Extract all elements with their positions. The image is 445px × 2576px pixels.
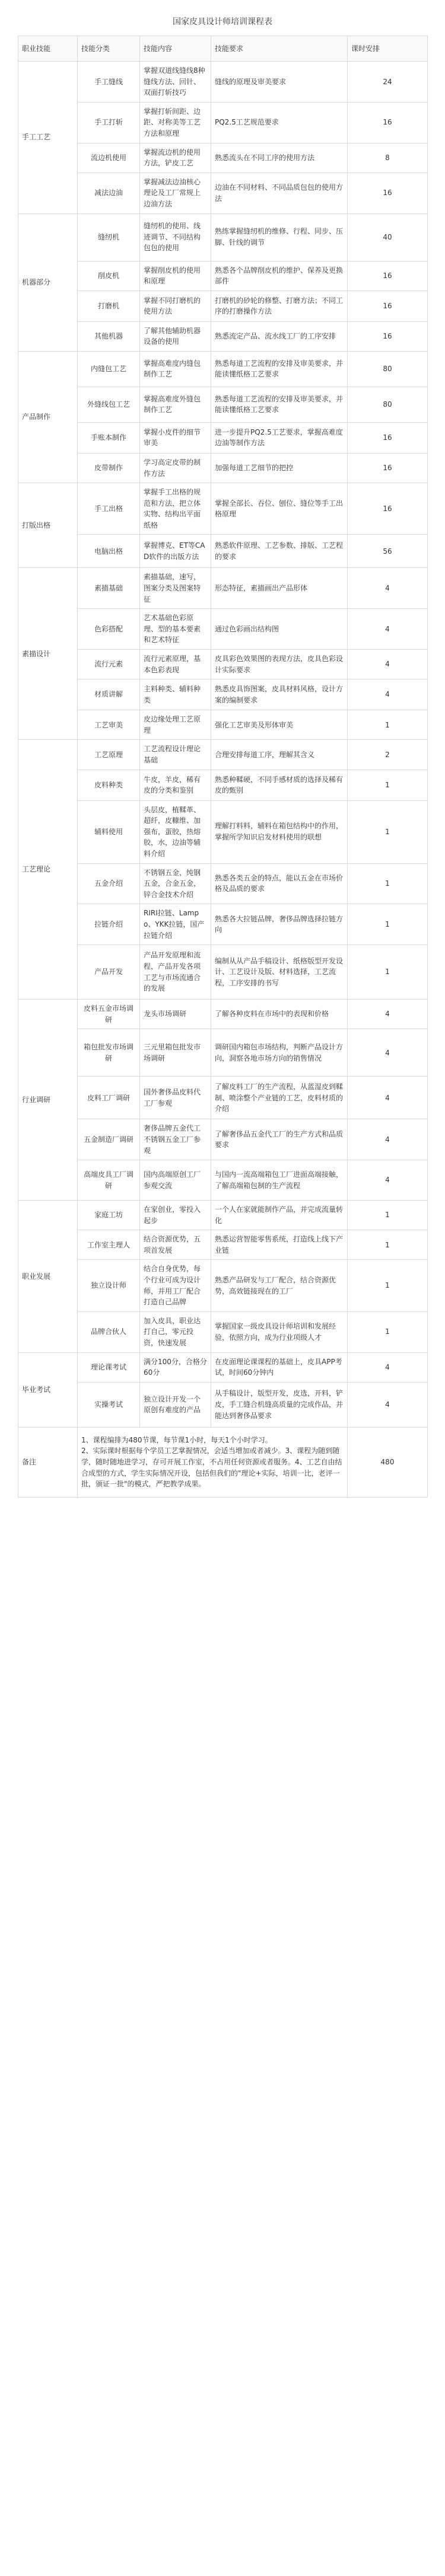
hours-cell: 1 <box>348 1260 428 1311</box>
hours-cell: 1 <box>348 904 428 945</box>
header-content: 技能内容 <box>140 36 211 62</box>
content-cell: 结合资源优势，五项首发展 <box>140 1230 211 1260</box>
hours-cell: 16 <box>348 291 428 321</box>
requirement-cell: 了解各种皮料在市场中的表现和价格 <box>211 1000 348 1029</box>
hours-cell: 2 <box>348 740 428 770</box>
module-cell: 削皮机 <box>78 261 140 291</box>
module-cell: 工作室主理人 <box>78 1230 140 1260</box>
module-cell: 打磨机 <box>78 291 140 321</box>
content-cell: 加入皮具，职业达打自己，零元投资，快速发展 <box>140 1311 211 1352</box>
table-row <box>18 904 428 945</box>
content-cell: 掌握小皮件的细节审美 <box>140 422 211 453</box>
table-row <box>18 945 428 1000</box>
hours-cell: 16 <box>348 483 428 535</box>
content-cell: 学习高定皮带的制作方法 <box>140 453 211 483</box>
table-row <box>18 770 428 800</box>
hours-cell: 4 <box>348 1029 428 1077</box>
content-cell: 了解其他辅助机器设备的使用 <box>140 321 211 351</box>
table-row <box>18 387 428 422</box>
table-row <box>18 1077 428 1119</box>
hours-cell: 24 <box>348 62 428 103</box>
content-cell: 艺术基础色彩原理、型的基本要素和艺术特征 <box>140 609 211 650</box>
hours-cell: 8 <box>348 143 428 173</box>
table-row <box>18 321 428 351</box>
table-row <box>18 422 428 453</box>
category-cell: 打版出格 <box>18 483 78 568</box>
requirement-cell: 从手稿设计，版型开发，皮选，开料，铲皮，手工缝合机缝高质量的完成作品，并能达到奢侈品要求 <box>211 1382 348 1427</box>
hours-cell: 1 <box>348 770 428 800</box>
module-cell: 箱包批发市场调研 <box>78 1029 140 1077</box>
module-cell: 辅料使用 <box>78 800 140 863</box>
requirement-cell: 掌握全部长、吞位、刨位、缝位等手工出格原理 <box>211 483 348 535</box>
category-cell: 素描设计 <box>18 568 78 740</box>
category-cell: 职业发展 <box>18 1201 78 1353</box>
module-cell: 流边机使用 <box>78 143 140 173</box>
table-row <box>18 1029 428 1077</box>
content-cell: 掌握减法边油核心理论及工厂常规上边油方法 <box>140 173 211 213</box>
module-cell: 内缝包工艺 <box>78 351 140 387</box>
hours-cell: 4 <box>348 679 428 710</box>
content-cell: 掌握高难度内缝包制作工艺 <box>140 351 211 387</box>
requirement-cell: 通过色彩画出结构图 <box>211 609 348 650</box>
content-cell: 结合自身优势，每个行业可成为设计师，并用工厂配合打造自己品牌 <box>140 1260 211 1311</box>
content-cell: 掌握高难度外缝包制作工艺 <box>140 387 211 422</box>
content-cell: 国外奢侈品皮料代工厂参观 <box>140 1077 211 1119</box>
module-cell: 手工打斩 <box>78 102 140 143</box>
module-cell: 色彩搭配 <box>78 609 140 650</box>
module-cell: 品牌合伙人 <box>78 1311 140 1352</box>
category-cell: 备注 <box>18 1427 78 1497</box>
module-cell: 减法边油 <box>78 173 140 213</box>
header-module: 技能分类 <box>78 36 140 62</box>
hours-cell: 4 <box>348 1160 428 1201</box>
content-cell: 掌握博克、ET等CAD软件的出版方法 <box>140 535 211 568</box>
table-row <box>18 710 428 740</box>
hours-cell: 40 <box>348 213 428 261</box>
module-cell: 皮料种类 <box>78 770 140 800</box>
hours-cell: 4 <box>348 1352 428 1382</box>
table-row <box>18 650 428 679</box>
hours-cell: 4 <box>348 1000 428 1029</box>
module-cell: 皮料五金市场调研 <box>78 1000 140 1029</box>
content-cell: 三元里箱包批发市场调研 <box>140 1029 211 1077</box>
table-row <box>18 143 428 173</box>
content-cell: 产品开发原理和流程，产品开发各项工艺与市场流通合的发展 <box>140 945 211 1000</box>
module-cell: 高端皮具工厂调研 <box>78 1160 140 1201</box>
content-cell: 不锈钢五金，纯钢五金，合金五金，锌合金技术介绍 <box>140 863 211 904</box>
hours-cell: 16 <box>348 102 428 143</box>
requirement-cell: 熟悉各类五金的特点，能以五金在市场价格及品质的要求 <box>211 863 348 904</box>
table-row <box>18 1201 428 1230</box>
table-row <box>18 1311 428 1352</box>
table-row <box>18 173 428 213</box>
content-cell: 在家创业，零投入起步 <box>140 1201 211 1230</box>
module-cell: 手工出格 <box>78 483 140 535</box>
hours-cell: 1 <box>348 1230 428 1260</box>
requirement-cell: 形态特征，素描画出产品形体 <box>211 568 348 609</box>
module-cell: 电脑出格 <box>78 535 140 568</box>
requirement-cell: 一个人在家就能制作产品，并完成流量转化 <box>211 1201 348 1230</box>
requirement-cell: 加强每道工艺细节的把控 <box>211 453 348 483</box>
module-cell: 工艺原理 <box>78 740 140 770</box>
table-row <box>18 568 428 609</box>
course-table <box>18 36 428 1498</box>
hours-cell: 16 <box>348 173 428 213</box>
table-row <box>18 800 428 863</box>
hours-cell: 1 <box>348 863 428 904</box>
module-cell: 五金介绍 <box>78 863 140 904</box>
table-row <box>18 453 428 483</box>
requirement-cell: 编制从从产品手稿设计、纸格版型开发设计、工艺设计及版、材料选择，工艺流程，工序安排的书写 <box>211 945 348 1000</box>
module-cell: 实操考试 <box>78 1382 140 1427</box>
module-cell: 五金制造厂调研 <box>78 1119 140 1160</box>
requirement-cell: 掌握国家一级皮具设计师培训和发展经验，依照方向，成为行业项级人才 <box>211 1311 348 1352</box>
requirement-cell: 熟悉各个品牌削皮机的维护、保养及更换部件 <box>211 261 348 291</box>
hours-cell: 4 <box>348 1077 428 1119</box>
content-cell: 掌握流边机的使用方法，铲皮工艺 <box>140 143 211 173</box>
module-cell: 皮料工厂调研 <box>78 1077 140 1119</box>
table-row <box>18 213 428 261</box>
hours-cell: 4 <box>348 609 428 650</box>
content-cell: 龙头市场调研 <box>140 1000 211 1029</box>
category-cell: 行业调研 <box>18 1000 78 1201</box>
module-cell: 手工缝线 <box>78 62 140 103</box>
module-cell: 产品开发 <box>78 945 140 1000</box>
module-cell: 其他机器 <box>78 321 140 351</box>
table-row <box>18 1119 428 1160</box>
module-cell: 拉链介绍 <box>78 904 140 945</box>
requirement-cell: 熟悉每道工艺流程的安排及审美要求，并能读懂纸格工艺要求 <box>211 387 348 422</box>
hours-cell: 56 <box>348 535 428 568</box>
table-row <box>18 291 428 321</box>
module-cell: 材质讲解 <box>78 679 140 710</box>
module-cell: 缝纫机 <box>78 213 140 261</box>
content-cell: 素描基础，速写，图案分类及图案特征 <box>140 568 211 609</box>
requirement-cell: 边油在不同材料、不同品质包包的使用方法 <box>211 173 348 213</box>
table-row <box>18 863 428 904</box>
table-header-row <box>18 36 428 62</box>
requirement-cell: 与国内一流高端箱包工厂进面高端接触，了解高端箱包制的生产流程 <box>211 1160 348 1201</box>
module-cell: 手账本制作 <box>78 422 140 453</box>
content-cell: 满分100分，合格分60分 <box>140 1352 211 1382</box>
table-row <box>18 740 428 770</box>
hours-cell: 480 <box>348 1427 428 1497</box>
hours-cell: 4 <box>348 568 428 609</box>
header-category: 职业技能 <box>18 36 78 62</box>
requirement-cell: 强化工艺审美及形体审美 <box>211 710 348 740</box>
module-cell: 素描基础 <box>78 568 140 609</box>
category-cell: 工艺理论 <box>18 740 78 1000</box>
requirement-cell: 熟悉产品研发与工厂配合，结合资源优势，高效链接现在的工厂 <box>211 1260 348 1311</box>
table-row <box>18 1000 428 1029</box>
content-cell: 皮边缘处理工艺原理 <box>140 710 211 740</box>
module-cell: 工艺审美 <box>78 710 140 740</box>
content-cell: 头层皮，植鞣革、超纤，皮糠维、加强布，蛋胶，热熔胶，水，边油等辅料介绍 <box>140 800 211 863</box>
requirement-cell: 调研国内箱包市场结构，判断产品设计方向，洞察各地市场方向的销售情况 <box>211 1029 348 1077</box>
table-row <box>18 351 428 387</box>
table-row <box>18 679 428 710</box>
hours-cell: 16 <box>348 321 428 351</box>
hours-cell: 4 <box>348 650 428 679</box>
table-row <box>18 535 428 568</box>
hours-cell: 16 <box>348 422 428 453</box>
module-cell: 流行元素 <box>78 650 140 679</box>
page-title: 国家皮具设计师培训课程表 <box>173 17 272 27</box>
hours-cell: 16 <box>348 453 428 483</box>
content-cell: 工艺流程设计理论基础 <box>140 740 211 770</box>
notes-cell: 1、课程编排为480节课，每节课1小时，每天1个小时学习。 2、实际课时根据每个学员工艺掌握情况，会适当增加或者减少。3、课程为随到随学，随时随地进学习，存可开展工作室，不占用任何资源或者服务。4、工艺自由结合成型的方式，学生实际情况开设，包括但我们的"理论+实际，培训一比，老评一批，颁证一批"的模式，严把教学成果。 <box>78 1427 348 1497</box>
table-row <box>18 62 428 103</box>
table-row <box>18 609 428 650</box>
requirement-cell: 打磨机的砂轮的修整、打磨方法；不同工序的打磨操作方法 <box>211 291 348 321</box>
requirement-cell: 了解皮料工厂的生产流程，从蓝湿皮到鞣制、喷涂整个产业链的工艺，皮料材质的介绍 <box>211 1077 348 1119</box>
content-cell: 掌握打斩间距、边距、对称美等工艺方法和原理 <box>140 102 211 143</box>
module-cell: 皮带制作 <box>78 453 140 483</box>
requirement-cell: 熟悉皮具饰图案，皮具材料风格，设计方案的编制要求 <box>211 679 348 710</box>
table-row <box>18 1260 428 1311</box>
category-cell: 毕业考试 <box>18 1352 78 1427</box>
requirement-cell: 熟悉流定产品、流水线工厂的工序安排 <box>211 321 348 351</box>
module-cell: 理论课考试 <box>78 1352 140 1382</box>
category-cell: 产品制作 <box>18 351 78 483</box>
module-cell: 家庭工坊 <box>78 1201 140 1230</box>
table-row <box>18 483 428 535</box>
requirement-cell: 合理安排每道工序，理解其含义 <box>211 740 348 770</box>
hours-cell: 1 <box>348 1311 428 1352</box>
content-cell: 掌握手工出格的规范和方法，把立体实物、结构出平面纸格 <box>140 483 211 535</box>
table-row <box>18 1427 428 1497</box>
header-requirement: 技能要求 <box>211 36 348 62</box>
hours-cell: 80 <box>348 351 428 387</box>
content-cell: RIRI拉链、Lampo、YKK拉链，国产拉链介绍 <box>140 904 211 945</box>
requirement-cell: 皮具彩色效果图的表现方法，皮具色彩设计实际要求 <box>211 650 348 679</box>
hours-cell: 1 <box>348 1201 428 1230</box>
hours-cell: 1 <box>348 945 428 1000</box>
requirement-cell: 进一步提升PQ2.5工艺要求，掌握高难度边油等制作方法 <box>211 422 348 453</box>
content-cell: 掌握双道线缝线8种缝线方法、回针、双面打斩技巧 <box>140 62 211 103</box>
hours-cell: 80 <box>348 387 428 422</box>
content-cell: 缝纫机的使用、线迹调节、不同结构包包的使用 <box>140 213 211 261</box>
table-row <box>18 261 428 291</box>
table-row <box>18 1382 428 1427</box>
content-cell: 牛皮，羊皮，稀有皮的分类和鉴别 <box>140 770 211 800</box>
content-cell: 掌握不同打磨机的使用方法 <box>140 291 211 321</box>
hours-cell: 16 <box>348 261 428 291</box>
requirement-cell: 熟悉流头在不同工序的使用方法 <box>211 143 348 173</box>
requirement-cell: 熟悉软件原理、工艺参数、排版、工艺程的要求 <box>211 535 348 568</box>
table-row <box>18 1352 428 1382</box>
requirement-cell: 熟悉各大拉链品牌，奢侈品牌选择拉链方向 <box>211 904 348 945</box>
content-cell: 掌握削皮机的使用和原理 <box>140 261 211 291</box>
table-row <box>18 1160 428 1201</box>
table-body <box>18 62 428 1498</box>
header-hours: 课时安排 <box>348 36 428 62</box>
content-cell: 国内高端原创工厂参观交流 <box>140 1160 211 1201</box>
hours-cell: 1 <box>348 710 428 740</box>
hours-cell: 4 <box>348 1119 428 1160</box>
table-row <box>18 102 428 143</box>
hours-cell: 1 <box>348 800 428 863</box>
requirement-cell: 熟悉运营智能零售系统，打造线上线下产业链 <box>211 1230 348 1260</box>
category-cell: 机器部分 <box>18 213 78 351</box>
content-cell: 主料种类、辅料种类 <box>140 679 211 710</box>
requirement-cell: 在皮面理论课课程的基础上，皮具APP考试，时间60分钟内 <box>211 1352 348 1382</box>
requirement-cell: PQ2.5工艺规范要求 <box>211 102 348 143</box>
content-cell: 流行元素原理，基本色彩表现 <box>140 650 211 679</box>
requirement-cell: 了解奢侈品五金代工厂的生产方式和品质要求 <box>211 1119 348 1160</box>
table-row <box>18 1230 428 1260</box>
requirement-cell: 熟悉每道工艺流程的安排及审美要求，并能读懂纸格工艺要求 <box>211 351 348 387</box>
requirement-cell: 理解打料料，辅料在箱包结构中的作用，掌握所学知识启发材料使用的联想 <box>211 800 348 863</box>
requirement-cell: 熟悉种鞣硬，不同手感材质的选择及稀有皮的甄别 <box>211 770 348 800</box>
category-cell: 手工工艺 <box>18 62 78 214</box>
module-cell: 外缝线包工艺 <box>78 387 140 422</box>
content-cell: 独立设计开发一个原创有难度的产品 <box>140 1382 211 1427</box>
content-cell: 奢侈品牌五金代工不锈钢五金工厂参观 <box>140 1119 211 1160</box>
requirement-cell: 缝线的原理及审美要求 <box>211 62 348 103</box>
module-cell: 独立设计师 <box>78 1260 140 1311</box>
hours-cell: 4 <box>348 1382 428 1427</box>
requirement-cell: 熟练掌握缝纫机的维修、行程、同步、压脚、针线的调节 <box>211 213 348 261</box>
